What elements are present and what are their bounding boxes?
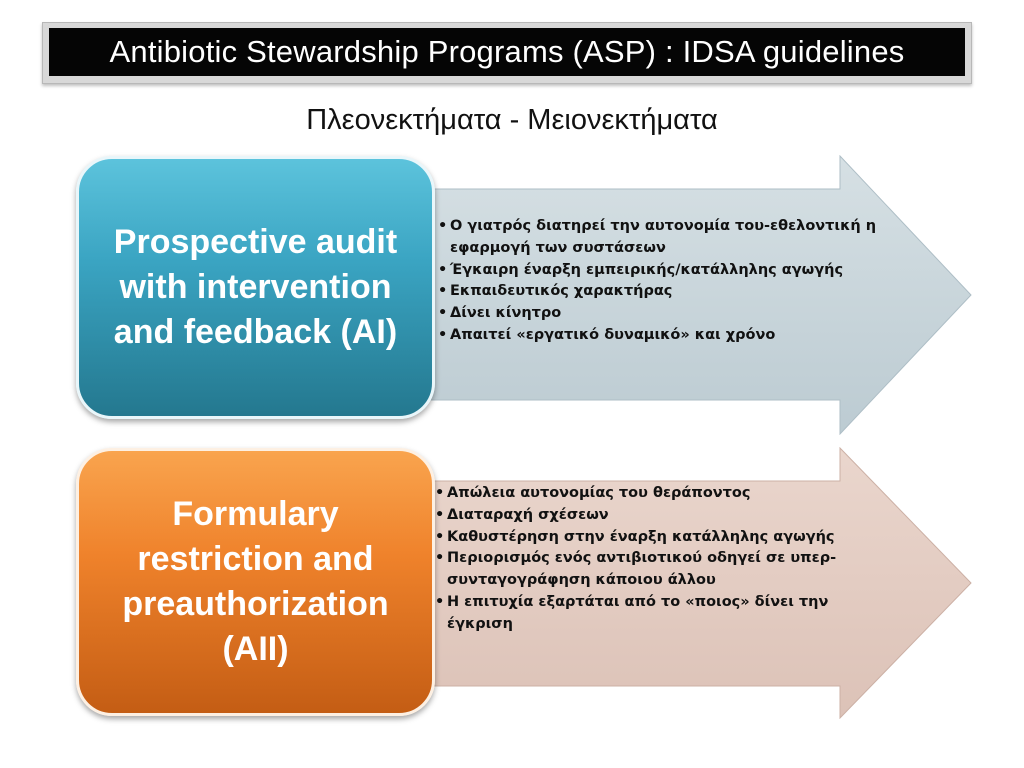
point-item: • Εκπαιδευτικός χαρακτήρας: [437, 281, 877, 303]
prospective-audit-box: [76, 156, 435, 419]
arrow-1-points: [437, 216, 877, 347]
box-label-line: Formulary: [172, 495, 339, 534]
point-item: • Καθυστέρηση στην έναρξη κατάλληλης αγωγής: [434, 527, 854, 549]
advantages-arrow-2: [385, 447, 974, 719]
point-item: • Η επιτυχία εξαρτάται από το «ποιος» δίνει την έγκριση: [434, 592, 854, 636]
box-label-line: and feedback (AI): [113, 312, 398, 351]
point-item: • Απαιτεί «εργατικό δυναμικό» και χρόνο: [437, 325, 877, 347]
point-item: • Έγκαιρη έναρξη εμπειρικής/κατάλληλης αγωγής: [437, 260, 877, 282]
box-label: [112, 492, 398, 672]
box-label-line: restriction and: [137, 540, 374, 579]
box-label: [104, 220, 407, 355]
arrow-2-points: [434, 483, 854, 635]
box-label-line: preauthorization: [122, 585, 389, 623]
title-frame: [42, 22, 972, 84]
box-label-line: with intervention: [119, 268, 392, 307]
point-item: • Ο γιατρός διατηρεί την αυτονομία του-εθελοντική η εφαρμογή των συστάσεων: [437, 216, 877, 260]
slide-title: Antibiotic Stewardship Programs (ASP) : IDSA guidelines: [109, 34, 905, 69]
formulary-restriction-box: [76, 448, 435, 716]
title-bar: [49, 28, 965, 76]
point-item: • Απώλεια αυτονομίας του θεράποντος: [434, 483, 854, 505]
point-item: • Δίνει κίνητρο: [437, 303, 877, 325]
box-label-line: (AII): [222, 629, 289, 668]
point-item: • Περιορισμός ενός αντιβιοτικού οδηγεί σε υπερ-συνταγογράφηση κάποιου άλλου: [434, 548, 854, 592]
box-label-line: Prospective audit: [113, 223, 398, 262]
point-item: • Διαταραχή σχέσεων: [434, 505, 854, 527]
advantages-arrow-1: [390, 155, 974, 435]
slide-subtitle: Πλεονεκτήματα - Μειονεκτήματα: [306, 104, 718, 136]
